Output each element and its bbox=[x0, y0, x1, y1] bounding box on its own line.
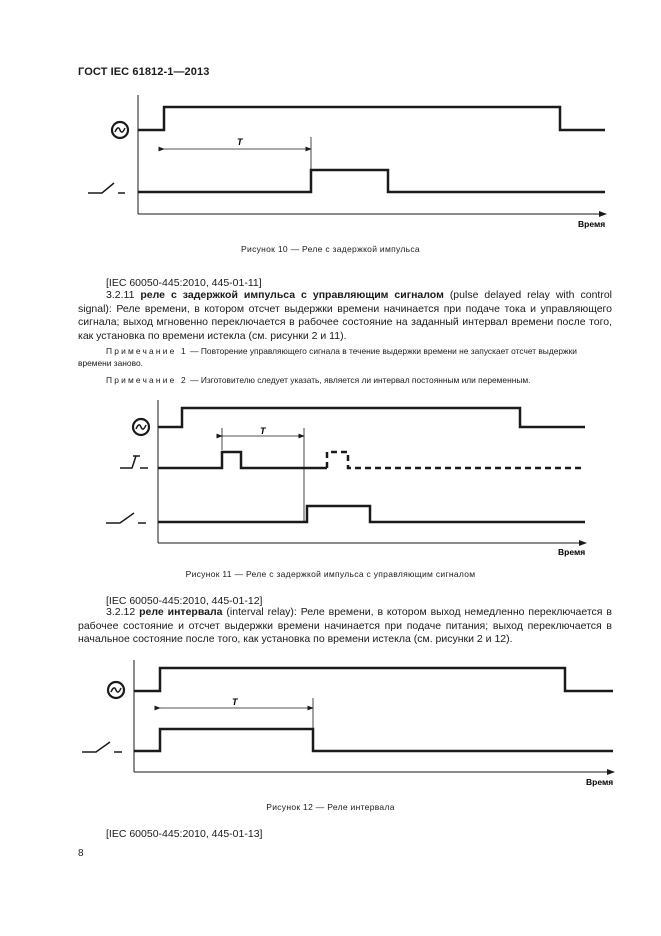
time-interval-label: T bbox=[237, 137, 243, 147]
contact-switch-icon bbox=[82, 742, 122, 752]
power-supply-icon bbox=[112, 122, 128, 138]
figure-12-diagram bbox=[0, 660, 661, 790]
note-1 bbox=[78, 345, 612, 369]
figure-11-diagram bbox=[0, 400, 661, 560]
reference-3-2-12: [IEC 60050-445:2010, 445-01-12] bbox=[106, 595, 263, 607]
note-text: — Повторение управляющего сигнала в течение выдержки времени не запускает отсчет выдержки времени заново. bbox=[78, 346, 577, 368]
output-signal-line bbox=[158, 506, 585, 522]
note-text: — Изготовителю следует указать, является ли интервал постоянным или переменным. bbox=[187, 375, 531, 385]
power-signal-line bbox=[138, 107, 605, 130]
page-number: 8 bbox=[78, 848, 84, 859]
note-2 bbox=[78, 374, 612, 386]
reference-3-2-11: [IEC 60050-445:2010, 445-01-11] bbox=[106, 277, 262, 289]
contact-switch-icon bbox=[88, 183, 125, 193]
term-name: реле интервала bbox=[139, 606, 223, 618]
clause-number: 3.2.12 bbox=[106, 606, 136, 618]
time-axis-label: Время bbox=[586, 777, 614, 787]
clause-number: 3.2.11 bbox=[106, 289, 135, 301]
figure-10-caption: Рисунок 10 — Реле с задержкой импульса bbox=[241, 244, 420, 254]
output-signal-line bbox=[138, 170, 605, 192]
note-label: Примечание 1 bbox=[106, 346, 188, 356]
control-switch-icon bbox=[120, 456, 148, 468]
power-signal-line bbox=[134, 668, 613, 691]
reference-3-2-13: [IEC 60050-445:2010, 445-01-13] bbox=[106, 828, 263, 840]
paragraph-3-2-12 bbox=[78, 606, 612, 647]
power-signal-line bbox=[158, 408, 585, 427]
power-supply-icon bbox=[108, 682, 124, 698]
output-signal-line bbox=[134, 729, 613, 751]
time-axis-label: Время bbox=[578, 219, 606, 229]
document-header: ГОСТ IEC 61812-1—2013 bbox=[78, 66, 210, 78]
paragraph-3-2-11 bbox=[78, 289, 612, 343]
time-axis-label: Время bbox=[558, 547, 586, 557]
figure-12-caption: Рисунок 12 — Реле интервала bbox=[266, 802, 395, 812]
term-name: реле с задержкой импульса с управляющим сигналом bbox=[140, 289, 444, 301]
term-definition: (interval relay): Реле времени, в котором выход немедленно переключается в рабочее состояние и отсчет выдержки времени начинается при подаче питания; выход переключается в начальное состояние после того, как установка по времени истекла (см. рисунки 2 и 12). bbox=[78, 606, 612, 645]
figure-11-caption: Рисунок 11 — Реле с задержкой импульса с управляющим сигналом bbox=[185, 569, 476, 579]
time-interval-label: T bbox=[260, 426, 266, 436]
term-definition: (pulse delayed relay with control signal): Реле времени, в котором отсчет выдержки времени начинается при подаче тока и управляющего сигнала; выход мгновенно переключается в рабочее состояние на заданный интервал времени после того, как установка по времени истекла (см. рисунки 2 и 11). bbox=[78, 289, 612, 342]
control-signal-line bbox=[158, 452, 327, 468]
note-label: Примечание 2 bbox=[106, 375, 188, 385]
contact-switch-icon bbox=[106, 513, 146, 523]
time-interval-label: T bbox=[232, 697, 238, 707]
power-supply-icon bbox=[133, 419, 149, 435]
figure-10-diagram bbox=[0, 95, 661, 235]
control-signal-repeat-dashed bbox=[327, 452, 585, 468]
